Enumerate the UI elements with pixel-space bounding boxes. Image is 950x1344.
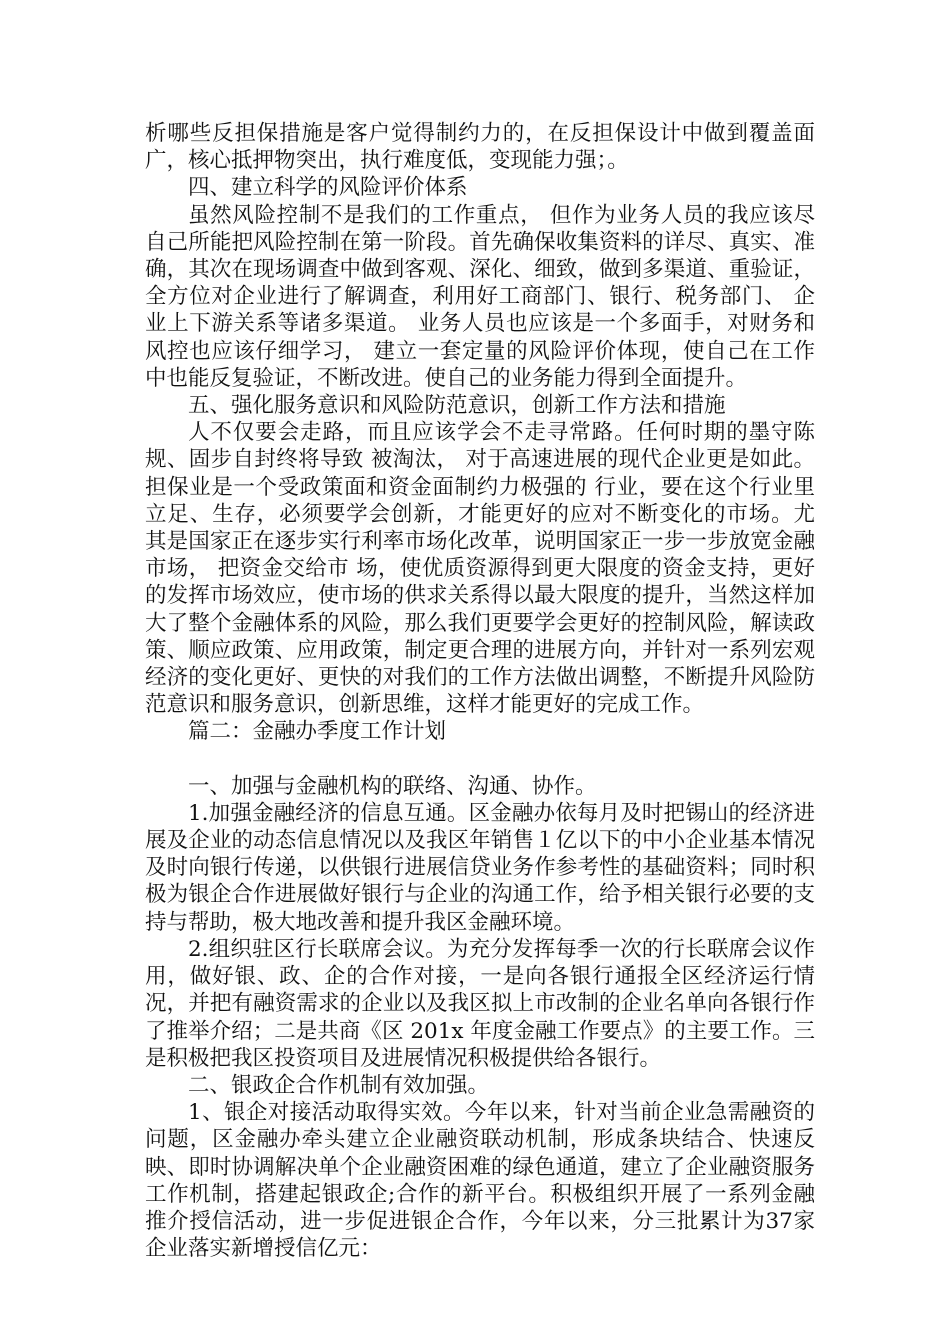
paragraph-innovation: 人不仅要会走路，而且应该学会不走寻常路。任何时期的墨守陈规、固步自封终将导致 被淘汰， 对于高速进展的现代企业更是如此。担保业是一个受政策面和资金面制约力极强的 行业，要在这个行业里立足、生存，必须要学会创新，才能更好的应对不断变化的市场。尤 其是国家正在逐步实行利率市场化改革，说明国家正一步一步放宽金融市场， 把资金交给市 场，使优质资源得到更大限度的资金支持，更好的发挥市场效应，使市场的供求关系得以最大限度的提升，当然这样加大了整个金融体系的风险，那么我们更要学会更好的控制风险，解读政策、顺应政策、应用政策，制定更合理的进展方向，并针对一系列宏观经济的变化更好、更快的对我们的工作方法做出调整，不断提升风险防范意识和服务意识，创新思维，这样才能更好的完成工作。 xyxy=(145,420,815,718)
paragraph-info-exchange: 1.加强金融经济的信息互通。区金融办依每月及时把锡山的经济进展及企业的动态信息情况以及我区年销售１亿以下的中小企业基本情况及时向银行传递，以供银行进展信贷业务作参考性的基础资料；同时积极为银企合作进展做好银行与企业的沟通工作，给予相关银行必要的支持与帮助，极大地改善和提升我区金融环境。 xyxy=(145,800,815,935)
document-body xyxy=(145,120,815,1262)
section-heading-risk-evaluation: 四、建立科学的风险评价体系 xyxy=(188,175,468,201)
paragraph-risk-control: 虽然风险控制不是我们的工作重点， 但作为业务人员的我应该尽自己所能把风险控制在第一阶段。首先确保收集资料的详尽、真实、准确，其次在现场调查中做到客观、深化、细致，做到多渠道、重验证，全方位对企业进行了解调查，利用好工商部门、银行、税务部门、 企业上下游关系等诸多渠道。 业务人员也应该是一个多面手，对财务和风控也应该仔细学习， 建立一套定量的风险评价体现，使自己在工作中也能反复验证，不断改进。使自己的业务能力得到全面提升。 xyxy=(145,202,815,391)
section-heading-cooperation: 二、银政企合作机制有效加强。 xyxy=(188,1072,490,1098)
paragraph-bank-enterprise: 1、银企对接活动取得实效。今年以来，针对当前企业急需融资的问题，区金融办牵头建立企业融资联动机制，形成条块结合、快速反映、即时协调解决单个企业融资困难的绿色通道，建立了企业融资服务工作机制，搭建起银政企;合作的新平台。积极组织开展了一系列金融推介授信活动，进一步促进银企合作，今年以来，分三批累计为37家企业落实新增授信亿元： xyxy=(145,1100,815,1262)
paragraph-continued-text: 析哪些反担保措施是客户觉得制约力的，在反担保设计中做到覆盖面广，核心抵押物突出，执行难度低，变现能力强；。 xyxy=(145,121,815,174)
paragraph-bank-meeting: 2.组织驻区行长联席会议。为充分发挥每季一次的行长联席会议作用，做好银、政、企的合作对接，一是向各银行通报全区经济运行情况，并把有融资需求的企业以及我区拟上市改制的企业名单向各银行作了推举介绍；二是共商《区 201x 年度金融工作要点》的主要工作。三是积极把我区投资项目及进展情况积极提供给各银行。 xyxy=(145,936,815,1071)
section-heading-liaison: 一、加强与金融机构的联络、沟通、协作。 xyxy=(188,773,597,799)
section-heading-service-awareness: 五、强化服务意识和风险防范意识，创新工作方法和措施 xyxy=(188,393,726,419)
chapter-heading-finance-plan: 篇二：金融办季度工作计划 xyxy=(188,719,447,745)
blank-line xyxy=(145,746,815,773)
